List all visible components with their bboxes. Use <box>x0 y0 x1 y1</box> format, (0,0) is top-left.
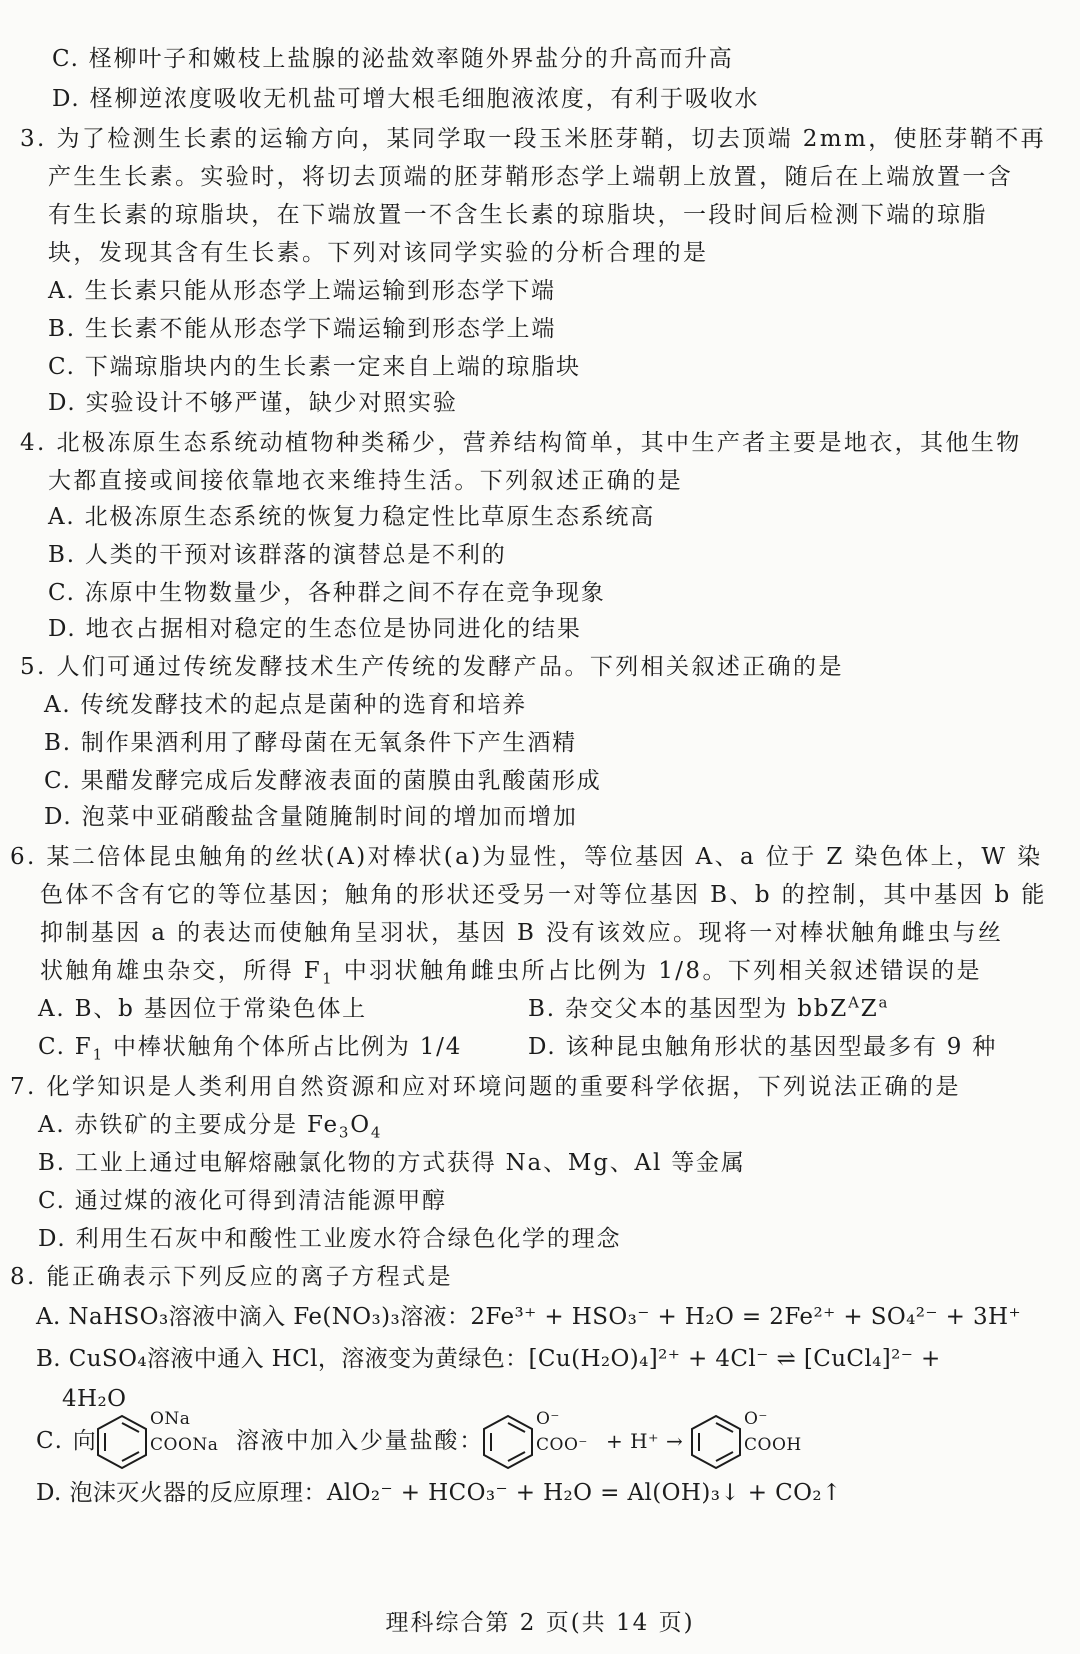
question-6-line1: 6. 某二倍体昆虫触角的丝状(A)对棒状(a)为显性，等位基因 A、a 位于 Z 染色体上，W 染 <box>10 844 1043 870</box>
option-3B: B. 生长素不能从形态学下端运输到形态学上端 <box>48 316 557 342</box>
carboxylate-group: COO⁻ <box>536 1435 588 1455</box>
question-4-line1: 4. 北极冻原生态系统动植物种类稀少，营养结构简单，其中生产者主要是地衣，其他生物 <box>20 430 1022 456</box>
option-4C: C. 冻原中生物数量少，各种群之间不存在竞争现象 <box>48 580 606 606</box>
option-7D: D. 利用生石灰中和酸性工业废水符合绿色化学的理念 <box>38 1226 622 1252</box>
option-8C-text: 溶液中加入少量盐酸： <box>236 1428 484 1454</box>
question-7-line1: 7. 化学知识是人类利用自然资源和应对环境问题的重要科学依据，下列说法正确的是 <box>10 1074 961 1100</box>
option-5B: B. 制作果酒利用了酵母菌在无氧条件下产生酒精 <box>44 730 577 756</box>
option-8B-continued: 4H₂O <box>62 1386 127 1412</box>
benzene-ring-icon <box>90 1412 154 1472</box>
sodium-phenoxide-group: ONa <box>150 1409 191 1429</box>
option-7C: C. 通过煤的液化可得到清洁能源甲醇 <box>38 1188 447 1214</box>
question-3-line1: 3. 为了检测生长素的运输方向，某同学取一段玉米胚芽鞘，切去顶端 2mm，使胚芽鞘不再 <box>20 126 1047 152</box>
option-4D: D. 地衣占据相对稳定的生态位是协同进化的结果 <box>48 616 582 642</box>
phenoxide-group-product: O⁻ <box>744 1409 768 1429</box>
option-5D: D. 泡菜中亚硝酸盐含量随腌制时间的增加而增加 <box>44 804 578 830</box>
option-3C: C. 下端琼脂块内的生长素一定来自上端的琼脂块 <box>48 354 581 380</box>
option-2C: C. 柽柳叶子和嫩枝上盐腺的泌盐效率随外界盐分的升高而升高 <box>52 46 734 72</box>
option-5A: A. 传统发酵技术的起点是菌种的选育和培养 <box>44 692 528 718</box>
carboxylic-acid-group: COOH <box>744 1435 802 1455</box>
page-footer: 理科综合第 2 页(共 14 页) <box>385 1610 695 1636</box>
question-8-line1: 8. 能正确表示下列反应的离子方程式是 <box>10 1264 453 1290</box>
benzene-ring-icon <box>476 1412 540 1472</box>
option-7A: A. 赤铁矿的主要成分是 $Fe_3O_4$ <box>38 1112 383 1142</box>
option-3D: D. 实验设计不够严谨，缺少对照实验 <box>48 390 458 416</box>
phenoxide-group: O⁻ <box>536 1409 560 1429</box>
question-6-line3: 抑制基因 a 的表达而使触角呈羽状，基因 B 没有该效应。现将一对棒状触角雌虫与丝 <box>40 920 1004 946</box>
option-5C: C. 果醋发酵完成后发酵液表面的菌膜由乳酸菌形成 <box>44 768 602 794</box>
option-4B: B. 人类的干预对该群落的演替总是不利的 <box>48 542 507 568</box>
option-8D: D. 泡沫灭火器的反应原理：AlO₂⁻ + HCO₃⁻ + H₂O = Al(OH)₃↓ + CO₂↑ <box>36 1480 842 1506</box>
question-4-line2: 大都直接或间接依靠地衣来维持生活。下列叙述正确的是 <box>48 468 683 494</box>
sodium-carboxylate-group: COONa <box>150 1435 219 1455</box>
option-6C: C. $F_1$ 中棒状触角个体所占比例为 1/4 <box>38 1034 463 1064</box>
option-8B: B. CuSO₄溶液中通入 HCl，溶液变为黄绿色：[Cu(H₂O)₄]²⁺ + 4Cl⁻ ⇌ [CuCl₄]²⁻ + <box>36 1346 941 1372</box>
question-3-line2: 产生生长素。实验时，将切去顶端的胚芽鞘形态学上端朝上放置，随后在上端放置一含 <box>48 164 1014 190</box>
question-6-line2: 色体不含有它的等位基因；触角的形状还受另一对等位基因 B、b 的控制，其中基因 b 能 <box>40 882 1047 908</box>
option-3A: A. 生长素只能从形态学上端运输到形态学下端 <box>48 278 556 304</box>
option-2D: D. 柽柳逆浓度吸收无机盐可增大根毛细胞液浓度，有利于吸收水 <box>52 86 760 112</box>
benzene-ring-icon <box>684 1412 748 1472</box>
question-5-line1: 5. 人们可通过传统发酵技术生产传统的发酵产品。下列相关叙述正确的是 <box>20 654 844 680</box>
option-6B: B. 杂交父本的基因型为 $bbZ^AZ^a$ <box>528 993 890 1022</box>
option-8A: A. NaHSO₃溶液中滴入 Fe(NO₃)₃溶液：2Fe³⁺ + HSO₃⁻ + H₂O = 2Fe²⁺ + SO₄²⁻ + 3H⁺ <box>36 1304 1022 1330</box>
option-6A: A. B、b 基因位于常染色体上 <box>38 996 367 1022</box>
question-3-line3: 有生长素的琼脂块，在下端放置一不含生长素的琼脂块，一段时间后检测下端的琼脂 <box>48 202 988 228</box>
option-8C-arrow: + H⁺ → <box>606 1429 684 1453</box>
question-3-line4: 块，发现其含有生长素。下列对该同学实验的分析合理的是 <box>48 240 709 266</box>
option-4A: A. 北极冻原生态系统的恢复力稳定性比草原生态系统高 <box>48 504 656 530</box>
question-6-line4: 状触角雄虫杂交，所得 $F_1$ 中羽状触角雌虫所占比例为 1/8。下列相关叙述错误的是 <box>40 958 982 988</box>
option-8C-label: C. 向 <box>36 1428 98 1454</box>
option-6D: D. 该种昆虫触角形状的基因型最多有 9 种 <box>528 1034 998 1060</box>
option-7B: B. 工业上通过电解熔融氯化物的方式获得 Na、Mg、Al 等金属 <box>38 1150 746 1176</box>
